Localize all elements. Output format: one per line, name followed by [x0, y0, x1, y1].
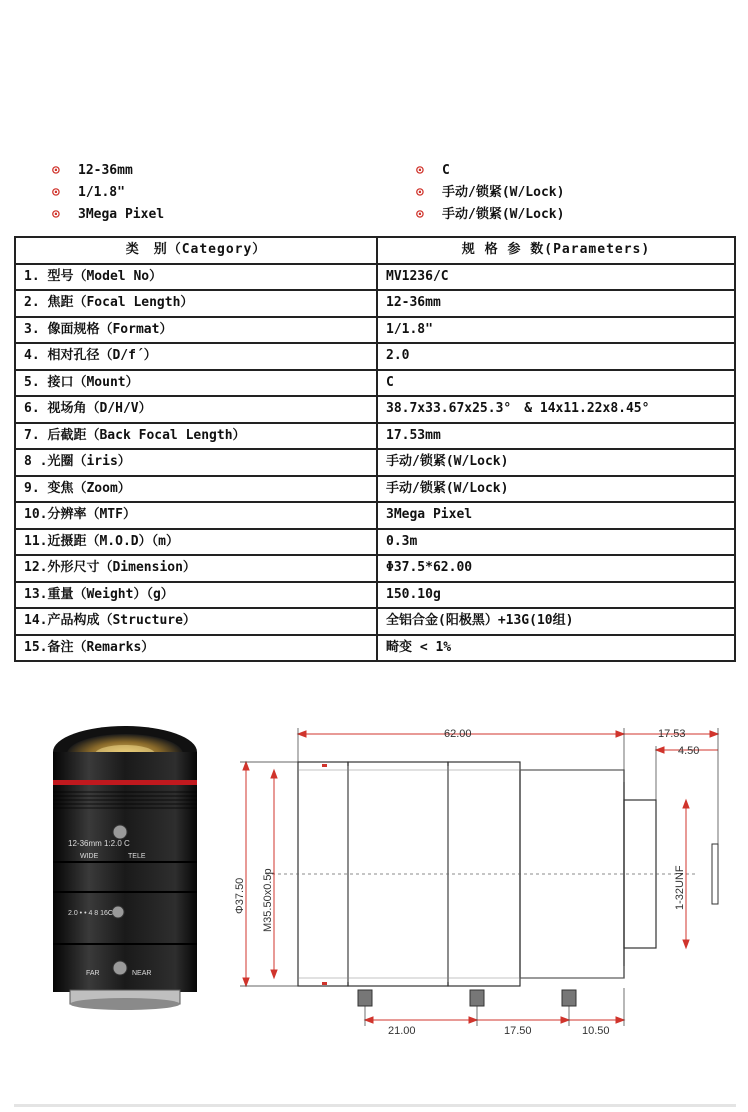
near-label: NEAR [132, 970, 152, 977]
bullet-icon: ⊙ [52, 163, 60, 178]
dim-screw-1: 21.00 [388, 1025, 416, 1037]
table-row [15, 502, 735, 529]
lock-screws [358, 990, 576, 1006]
table-row [15, 529, 735, 556]
row-label: 6. 视场角（D/H/V） [15, 396, 377, 423]
table-row [15, 264, 735, 291]
row-label: 8 .光圈（iris） [15, 449, 377, 476]
zoom-lock-screw [113, 825, 127, 839]
dim-flange: 4.50 [678, 745, 700, 757]
dimension-drawing [226, 718, 736, 1038]
bullet-icon: ⊙ [416, 163, 424, 178]
aperture-scale: 2.0 • • 4 8 16C [68, 910, 113, 917]
row-value: 全铝合金(阳极黑）+13G(10组) [377, 608, 735, 635]
feature-item: ⊙ 手动/锁紧(W/Lock) [416, 182, 564, 204]
focus-lock-screw [113, 961, 127, 975]
bullet-icon: ⊙ [416, 185, 424, 200]
row-label: 14.产品构成（Structure） [15, 608, 377, 635]
table-header-row [15, 237, 735, 264]
row-value: 3Mega Pixel [377, 502, 735, 529]
row-value: 0.3m [377, 529, 735, 556]
table-row [15, 635, 735, 662]
row-label: 11.近摄距（M.O.D）（m） [15, 529, 377, 556]
sensor-plane [712, 844, 718, 904]
table-row [15, 290, 735, 317]
row-value: 2.0 [377, 343, 735, 370]
header-parameters: 规 格 参 数(Parameters) [377, 237, 735, 264]
row-label: 7. 后截距（Back Focal Length） [15, 423, 377, 450]
row-label: 4. 相对孔径（D/f´） [15, 343, 377, 370]
bottom-divider [14, 1104, 736, 1107]
lens-body [53, 752, 197, 992]
dim-length: 62.00 [444, 728, 472, 740]
row-label: 10.分辨率（MTF） [15, 502, 377, 529]
table-row [15, 370, 735, 397]
iris-lock-screw [112, 906, 124, 918]
bullet-icon: ⊙ [52, 207, 60, 222]
row-value: MV1236/C [377, 264, 735, 291]
row-value: C [377, 370, 735, 397]
row-value: 12-36mm [377, 290, 735, 317]
dim-mount-thread: 1-32UNF [674, 865, 686, 910]
header-category: 类 别（Category） [15, 237, 377, 264]
feature-list [52, 160, 712, 226]
table-row [15, 555, 735, 582]
table-row [15, 343, 735, 370]
row-value: 17.53mm [377, 423, 735, 450]
row-label: 12.外形尺寸（Dimension） [15, 555, 377, 582]
table-row [15, 423, 735, 450]
bullet-icon: ⊙ [52, 185, 60, 200]
row-value: 手动/锁紧(W/Lock) [377, 449, 735, 476]
row-value: 手动/锁紧(W/Lock) [377, 476, 735, 503]
focal-marking: 12-36mm 1:2.0 C [68, 839, 130, 848]
feature-item: ⊙ C [416, 160, 450, 182]
row-label: 13.重量（Weight）（g） [15, 582, 377, 609]
dimension-lines [243, 731, 718, 1023]
row-value: 1/1.8" [377, 317, 735, 344]
wide-label: WIDE [80, 853, 99, 860]
feature-item: ⊙ 手动/锁紧(W/Lock) [416, 204, 564, 226]
row-label: 15.备注（Remarks） [15, 635, 377, 662]
table-row [15, 608, 735, 635]
row-label: 3. 像面规格（Format） [15, 317, 377, 344]
row-label: 1. 型号（Model No） [15, 264, 377, 291]
table-row [15, 317, 735, 344]
lens-photo [40, 722, 210, 1012]
feature-item: ⊙ 12-36mm [52, 160, 133, 182]
table-row [15, 449, 735, 476]
dim-screw-3: 10.50 [582, 1025, 610, 1037]
dim-screw-2: 17.50 [504, 1025, 532, 1037]
row-label: 2. 焦距（Focal Length） [15, 290, 377, 317]
dim-filter-thread: M35.50x0.5p [262, 868, 274, 932]
far-label: FAR [86, 970, 100, 977]
row-label: 9. 变焦（Zoom） [15, 476, 377, 503]
tele-label: TELE [128, 853, 146, 860]
row-label: 5. 接口（Mount） [15, 370, 377, 397]
row-value: 38.7x33.67x25.3° & 14x11.22x8.45° [377, 396, 735, 423]
row-value: 畸变 < 1% [377, 635, 735, 662]
row-value: Φ37.5*62.00 [377, 555, 735, 582]
table-row [15, 396, 735, 423]
lens-red-ring [53, 780, 197, 785]
spec-table [14, 236, 736, 662]
feature-item: ⊙ 1/1.8" [52, 182, 125, 204]
table-row [15, 476, 735, 503]
row-value: 150.10g [377, 582, 735, 609]
table-row [15, 582, 735, 609]
dim-back-focal: 17.53 [658, 728, 686, 740]
feature-item: ⊙ 3Mega Pixel [52, 204, 164, 226]
bullet-icon: ⊙ [416, 207, 424, 222]
dim-diameter: Φ37.50 [234, 877, 246, 914]
